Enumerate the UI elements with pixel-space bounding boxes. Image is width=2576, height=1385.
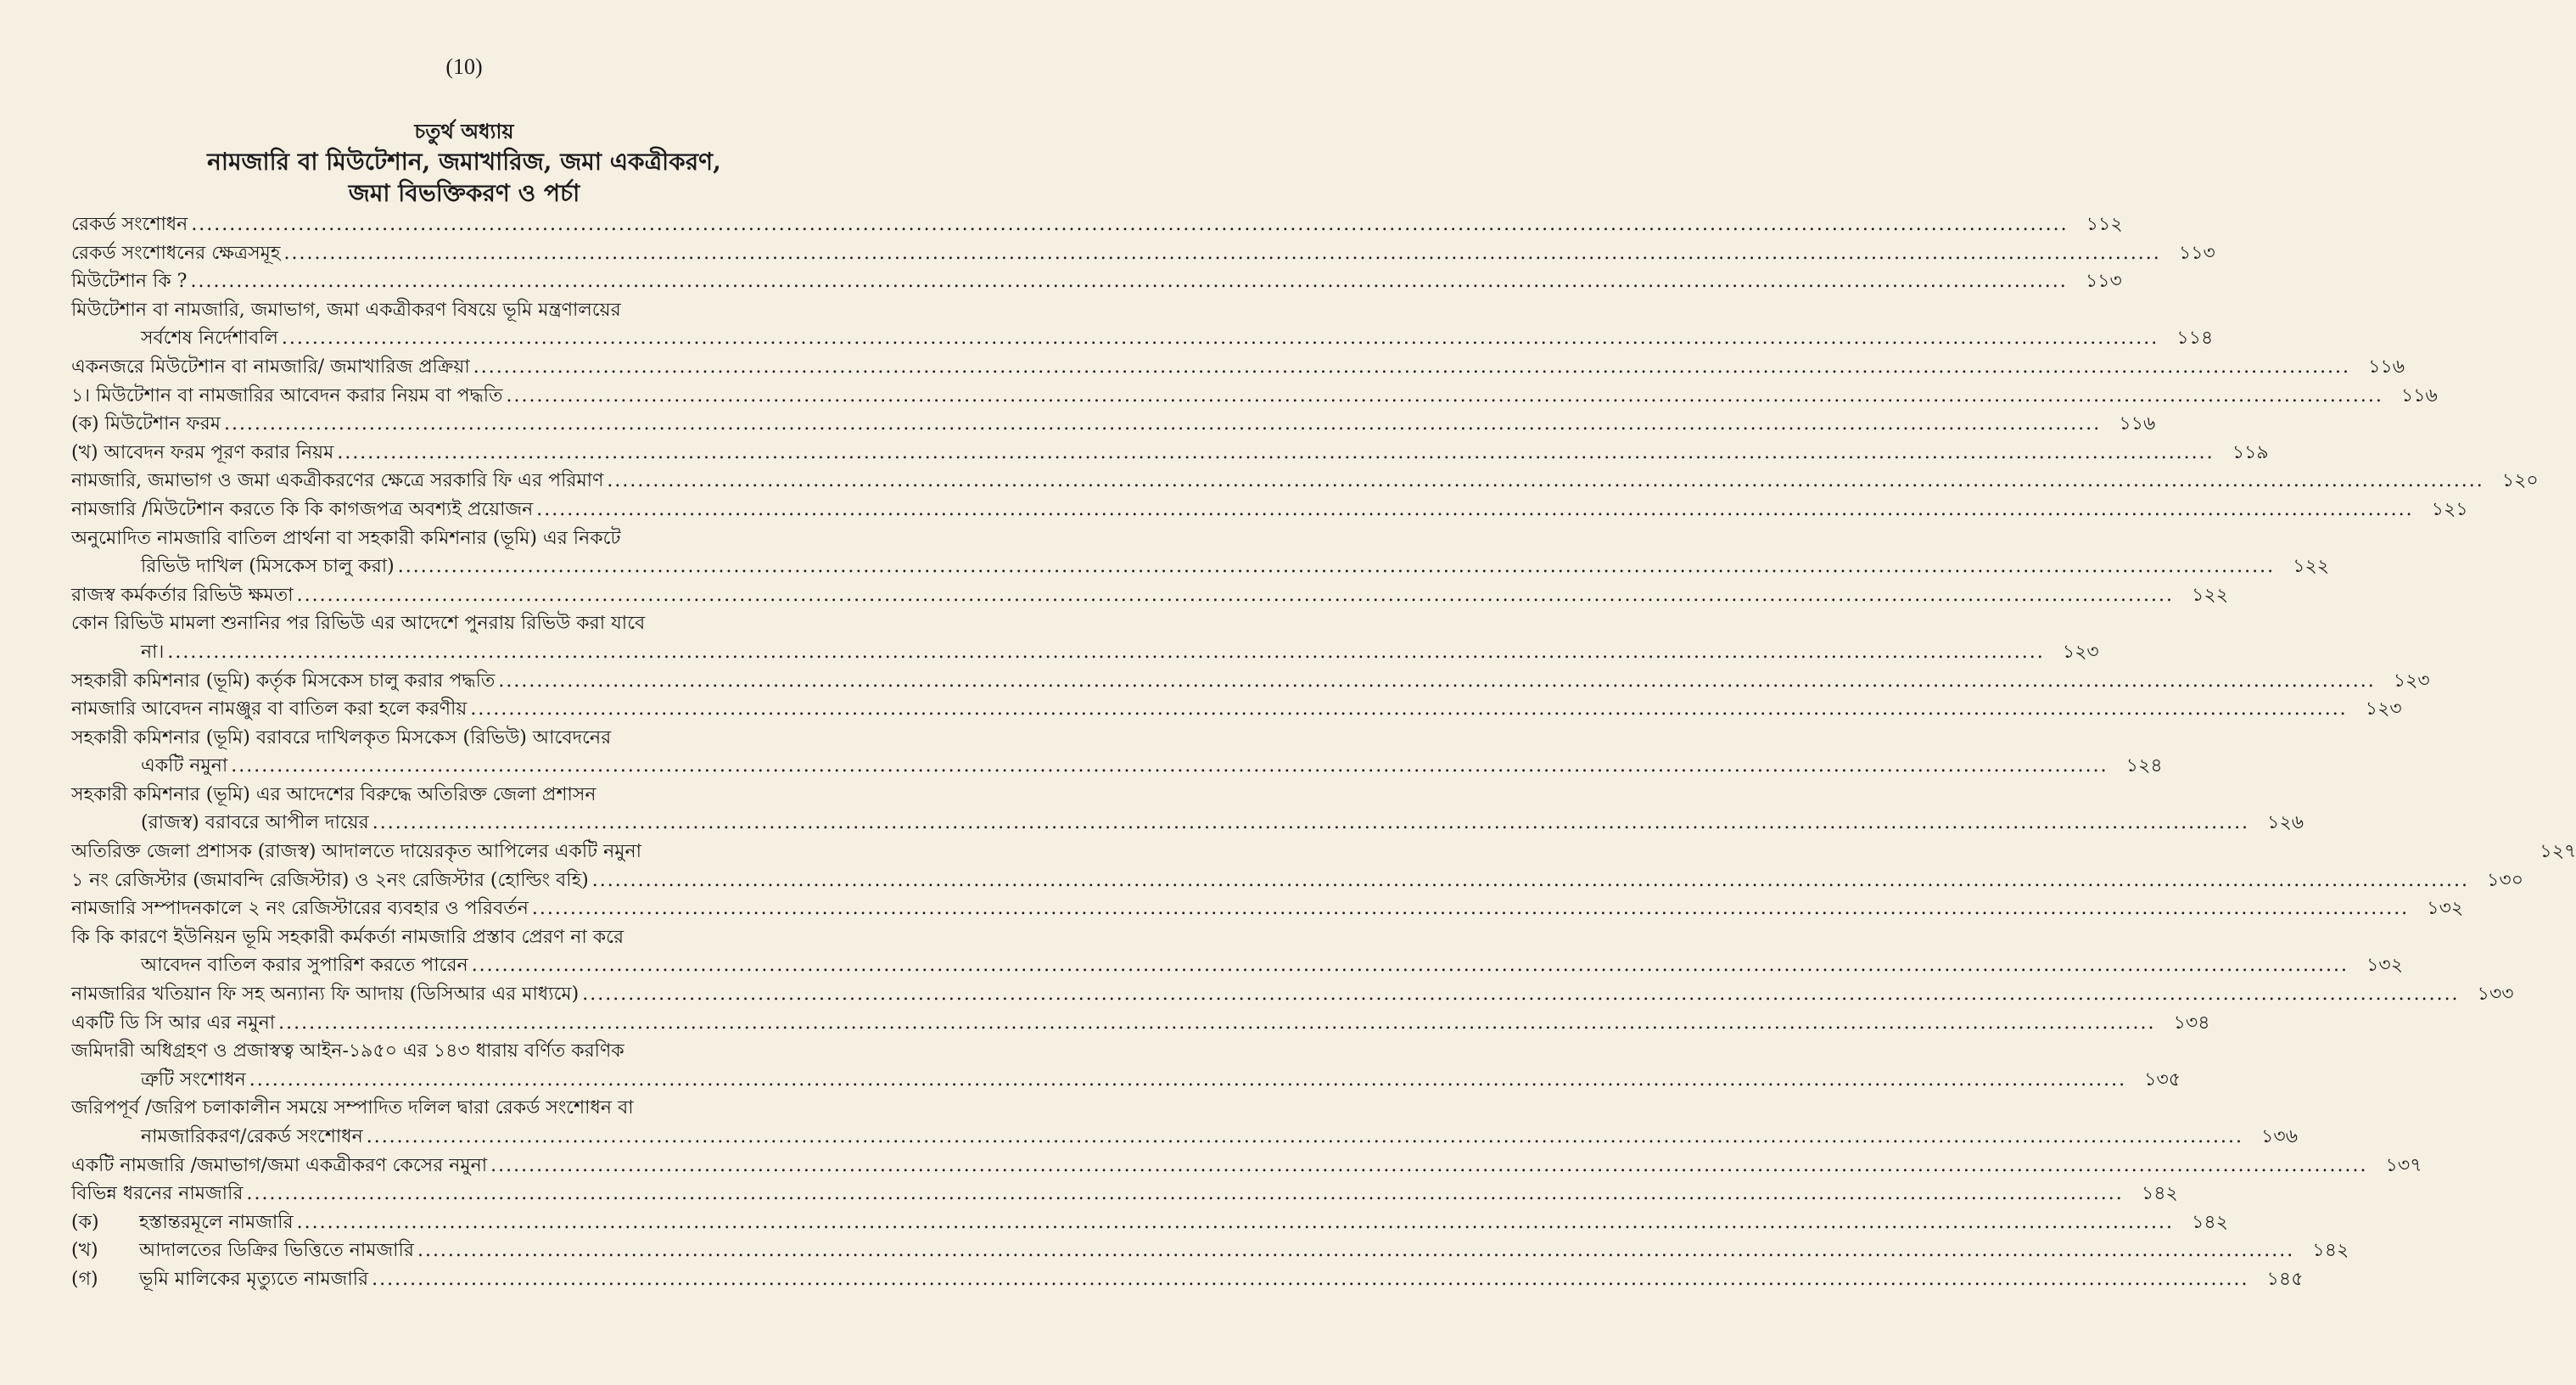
toc-entry-line [71,382,2438,411]
toc-page-number: ১৪২ [2312,1240,2349,1262]
dot-leader [372,809,2249,838]
toc-entry-continuation [71,552,2330,581]
dot-leader [592,866,2469,895]
toc-page-number: ১৩৬ [2261,1126,2299,1147]
toc-page-number: ১৩৫ [2144,1068,2181,1091]
toc-page-number: ১২৩ [2393,670,2430,692]
toc-entry-line [71,210,2123,239]
toc-page-number: ১২০ [2501,470,2539,492]
dot-leader [472,951,2349,980]
dot-leader [167,638,2044,667]
toc-entry [71,894,2464,923]
chapter-label: চতুর্থ অধ্যায় [414,119,514,143]
toc-page-number: ১২৩ [2365,698,2402,721]
toc-entry-text: হস্তান্তরমূলে নামজারি [139,1211,294,1233]
toc-entry-text: ত্রুটি সংশোধন [141,1068,246,1091]
toc-entry-text: একটি নমুনা [141,755,228,777]
toc-page-number: ১২১ [2431,498,2468,520]
dot-leader [372,1265,2248,1294]
toc-page-number: ১১৬ [2119,413,2156,435]
toc-page-number: ১২৪ [2125,755,2163,777]
toc-entry [71,866,2524,895]
toc-entry-line [71,866,2524,895]
dot-leader [607,467,2484,496]
toc-entry-line [71,980,2514,1009]
toc-entry-text: কি কি কারণে ইউনিয়ন ভূমি সহকারী কর্মকর্তা নামজারি প্রস্তাব প্রেরণ না করে [71,926,624,948]
toc-entry-line [71,1180,2178,1208]
toc-entry-text: (খ) আবেদন ফরম পূরণ করার নিয়ম [71,441,334,463]
toc-entry-text: সর্বশেষ নির্দেশাবলি [141,328,278,350]
toc-entry-line [71,894,2464,923]
dot-leader [224,410,2101,439]
toc-entry [71,267,2122,296]
dot-leader [532,894,2409,923]
toc-entry-text: (রাজস্ব) বরাবরে আপীল দায়ের [141,812,369,834]
toc-entry-line [71,524,857,553]
toc-entry-text: সহকারী কমিশনার (ভূমি) কর্তৃক মিসকেস চালু করার পদ্ধতি [71,670,496,692]
toc-entry-line [71,1208,2228,1237]
toc-entry-text: রিভিউ দাখিল (মিসকেস চালু করা) [141,556,395,578]
toc-entry [71,382,2438,411]
toc-page-number: ১২২ [2293,556,2330,578]
toc-entry-text: নামজারি আবেদন নামঞ্জুর বা বাতিল করা হলে করণীয় [71,698,468,721]
toc-entry-line [71,1152,2422,1180]
toc-entry [71,1236,2349,1265]
toc-entry [71,695,2402,724]
toc-page-number: ১২৭ [2540,841,2576,863]
toc-entry-label: (ক) [71,1211,99,1233]
chapter-title-line-2: জমা বিভক্তিকরণ ও পর্চা [348,179,580,207]
toc-entry-text: নামজারি /মিউটেশান করতে কি কি কাগজপত্র অবশ্যই প্রয়োজন [71,498,534,520]
toc-entry-text: রেকর্ড সংশোধন [71,214,188,235]
toc-entry [71,1180,2178,1208]
dot-leader [278,1009,2155,1038]
toc-entry [71,410,2156,439]
toc-entry-text: সহকারী কমিশনার (ভূমি) বরাবরে দাখিলকৃত মিসকেস (রিভিউ) আবেদনের [71,726,612,749]
chapter-title-line-1: নামজারি বা মিউটেশান, জমাখারিজ, জমা একত্রীকরণ, [207,148,721,176]
dot-leader [417,1236,2294,1265]
toc-entry-text: না। [141,641,165,663]
toc-entry-text: আদালতের ডিক্রির ভিত্তিতে নামজারি [139,1240,414,1262]
toc-entry-text: নামজারির খতিয়ান ফি সহ অন্যান্য ফি আদায় (ডিসিআর এর মাধ্যমে) [71,984,580,1006]
toc-entry-line [71,781,857,810]
toc-entry-continuation [71,809,2304,838]
toc-entry-continuation [71,324,2214,353]
toc-entry-continuation [71,638,2099,667]
toc-entry-text: অনুমোদিত নামজারি বাতিল প্রার্থনা বা সহকারী কমিশনার (ভূমি) এর নিকটে [71,527,621,549]
toc-entry [71,838,2576,866]
toc-entry-text: ১। মিউটেশান বা নামজারির আবেদন করার নিয়ম বা পদ্ধতি [71,384,503,407]
toc-entry-text: ১ নং রেজিস্টার (জমাবন্দি রেজিস্টার) ও ২নং রেজিস্টার (হোল্ডিং বহি) [71,869,589,891]
toc-entry-line [71,667,2430,696]
toc-entry [71,439,2269,468]
toc-page-number: ১৪২ [2141,1183,2178,1205]
toc-entry-continuation [71,752,2163,781]
dot-leader [297,1208,2174,1237]
dot-leader [246,1180,2123,1208]
toc-page-number: ১২৩ [2062,641,2099,663]
toc-entry-line [71,467,2539,496]
toc-entry [71,239,2215,268]
toc-entry-line [71,267,2122,296]
toc-page-number: ১২৬ [2267,812,2304,834]
toc-page-number: ১১৬ [2400,384,2438,407]
toc-entry [71,1152,2422,1180]
dot-leader [283,239,2160,268]
toc-page-number: ১৩২ [2366,955,2404,977]
toc-entry-line [71,353,2405,382]
toc-entry [71,1094,2299,1151]
toc-entry [71,581,2228,610]
toc-entry-line [71,239,2215,268]
dot-leader [191,210,2068,239]
toc-entry-text: ভূমি মালিকের মৃত্যুতে নামজারি [139,1268,369,1290]
toc-page-number: ১৪৫ [2266,1268,2304,1290]
toc-entry [71,296,2214,353]
toc-page-number: ১৩৪ [2173,1012,2210,1034]
toc-entry-text: একটি নামজারি /জমাভাগ/জমা একত্রীকরণ কেসের নমুনা [71,1154,488,1176]
toc-entry-text: জমিদারী অধিগ্রহণ ও প্রজাস্বত্ব আইন-১৯৫০ এর ১৪৩ ধারায় বর্ণিত করণিক [71,1040,624,1063]
dot-leader [249,1066,2126,1095]
toc-entry-continuation [71,951,2404,980]
toc-entry-text: আবেদন বাতিল করার সুপারিশ করতে পারেন [141,955,468,977]
toc-entry-line [71,1009,2210,1038]
toc-entry-line [71,496,2468,524]
toc-entry-text: নামজারি সম্পাদনকালে ২ নং রেজিস্টারের ব্যবহার ও পরিবর্তন [71,898,529,920]
toc-page-number: ১১৬ [2368,356,2405,378]
toc-entry [71,724,2163,781]
toc-entry-line [71,1094,857,1123]
toc-page-number: ১৩৭ [2385,1154,2422,1176]
toc-entry [71,1265,2304,1294]
toc-entry-text: (ক) মিউটেশান ফরম [71,413,221,435]
chapter-title [71,146,857,209]
toc-entry-continuation [71,1066,2181,1095]
toc-entry [71,1037,2181,1094]
page-number: (10) [445,54,483,79]
toc-entry-text: মিউটেশান বা নামজারি, জমাভাগ, জমা একত্রীকরণ বিষয়ে ভূমি মন্ত্রণালয়ের [71,299,621,321]
dot-leader [473,353,2350,382]
dot-leader [367,1123,2243,1152]
toc-entry [71,353,2405,382]
toc-page-number: ১৩২ [2427,898,2464,920]
toc-entry-text: একনজরে মিউটেশান বা নামজারি/ জমাখারিজ প্রক্রিয়া [71,356,470,378]
toc-entry-line [71,1265,2304,1294]
toc-entry-line [71,838,2576,866]
toc-entry-line [71,695,2402,724]
toc-page-number: ১১২ [2086,214,2123,235]
dot-leader [231,752,2108,781]
toc-page-number: ১৩৩ [2477,984,2514,1006]
dot-leader [282,324,2159,353]
toc-entry [71,923,2404,980]
toc-entry-line [71,923,857,952]
toc-page-number: ১৪২ [2192,1211,2228,1233]
toc-entry-text: একটি ডি সি আর এর নমুনা [71,1012,276,1034]
toc-entry [71,524,2330,581]
toc-entry-text: নামজারি, জমাভাগ ও জমা একত্রীকরণের ক্ষেত্রে সরকারি ফি এর পরিমাণ [71,470,604,492]
dot-leader [507,382,2383,411]
toc-entry-line [71,724,857,753]
toc-entry [71,1208,2228,1237]
toc-entry-line [71,1037,857,1066]
toc-entry-line [71,581,2228,610]
toc-entry-line [71,1236,2349,1265]
toc-entry-text: রাজস্ব কর্মকর্তার রিভিউ ক্ষমতা [71,584,294,606]
toc-entry-text: বিভিন্ন ধরনের নামজারি [71,1183,244,1205]
toc-entry [71,781,2304,838]
toc-entry-continuation [71,1123,2299,1152]
toc-entry [71,609,2099,666]
toc-entry-text: কোন রিভিউ মামলা শুনানির পর রিভিউ এর আদেশে পুনরায় রিভিউ করা যাবে [71,613,646,635]
dot-leader [490,1152,2367,1180]
toc-entry-line [71,410,2156,439]
toc-entry-label: (গ) [71,1268,98,1290]
toc-page-number: ১১৪ [2176,328,2214,350]
dot-leader [297,581,2174,610]
toc-page-number: ১১৯ [2232,441,2269,463]
dot-leader [398,552,2275,581]
toc-entry-line [71,439,2269,468]
toc-entry [71,980,2514,1009]
toc-entry-line [71,296,857,325]
toc-entry-line [71,609,857,638]
toc-entry [71,467,2539,496]
toc-entry-label: (খ) [71,1240,98,1262]
toc-page-number: ১১৩ [2178,242,2215,264]
dot-leader [190,267,2067,296]
dot-leader [498,667,2375,696]
toc-entry-text: মিউটেশান কি ? [71,271,188,293]
dot-leader [337,439,2214,468]
dot-leader [536,496,2413,524]
toc-page-number: ১২২ [2192,584,2228,606]
toc-page-number: ১১৩ [2085,271,2122,293]
toc-entry [71,496,2468,524]
toc-entry-text: সহকারী কমিশনার (ভূমি) এর আদেশের বিরুদ্ধে অতিরিক্ত জেলা প্রশাসন [71,783,596,805]
toc-entry [71,210,2123,239]
toc-entry-text: জরিপপূর্ব /জরিপ চলাকালীন সময়ে সম্পাদিত দলিল দ্বারা রেকর্ড সংশোধন বা [71,1097,634,1119]
toc-entry-text: অতিরিক্ত জেলা প্রশাসক (রাজস্ব) আদালতে দায়েরকৃত আপিলের একটি নমুনা [71,841,641,863]
toc-entry-text: রেকর্ড সংশোধনের ক্ষেত্রসমূহ [71,242,281,264]
toc-entry-text: নামজারিকরণ/রেকর্ড সংশোধন [141,1126,363,1147]
table-of-contents [71,210,2576,1294]
dot-leader [582,980,2459,1009]
toc-page-number: ১৩০ [2487,869,2524,891]
dot-leader [470,695,2347,724]
toc-entry [71,667,2430,696]
toc-entry [71,1009,2210,1038]
